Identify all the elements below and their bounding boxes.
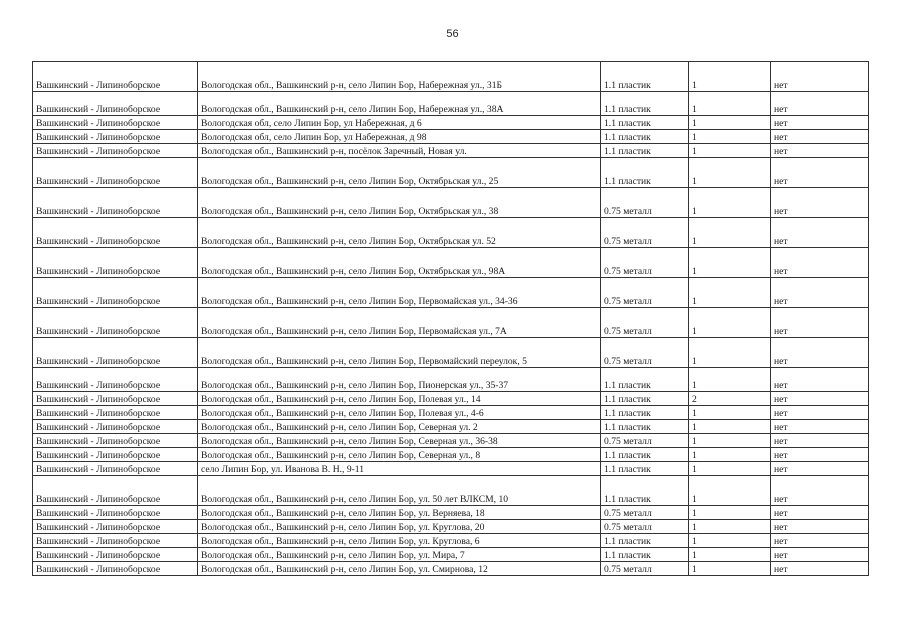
district-cell: Вашкинский - Липиноборское xyxy=(33,130,198,144)
district-cell: Вашкинский - Липиноборское xyxy=(33,278,198,308)
district-cell: Вашкинский - Липиноборское xyxy=(33,368,198,392)
table-row xyxy=(33,448,869,462)
volume-material-cell: 1.1 пластик xyxy=(601,62,689,92)
district-cell: Вашкинский - Липиноборское xyxy=(33,308,198,338)
table-row xyxy=(33,92,869,116)
volume-material-cell: 1.1 пластик xyxy=(601,448,689,462)
volume-material-cell: 1.1 пластик xyxy=(601,116,689,130)
district-cell: Вашкинский - Липиноборское xyxy=(33,506,198,520)
table-row xyxy=(33,144,869,158)
count-cell: 1 xyxy=(689,338,771,368)
district-cell: Вашкинский - Липиноборское xyxy=(33,406,198,420)
count-cell: 1 xyxy=(689,462,771,476)
count-cell: 1 xyxy=(689,534,771,548)
flag-cell: нет xyxy=(771,462,869,476)
address-cell: Вологодская обл., Вашкинский р-н, село Липин Бор, Октябрьская ул., 98А xyxy=(198,248,601,278)
address-cell: Вологодская обл., Вашкинский р-н, село Липин Бор, Пионерская ул., 35-37 xyxy=(198,368,601,392)
volume-material-cell: 0.75 металл xyxy=(601,562,689,576)
count-cell: 1 xyxy=(689,506,771,520)
volume-material-cell: 0.75 металл xyxy=(601,278,689,308)
flag-cell: нет xyxy=(771,158,869,188)
table-row xyxy=(33,520,869,534)
address-cell: Вологодская обл., Вашкинский р-н, село Липин Бор, Полевая ул., 14 xyxy=(198,392,601,406)
count-cell: 1 xyxy=(689,420,771,434)
volume-material-cell: 1.1 пластик xyxy=(601,548,689,562)
flag-cell: нет xyxy=(771,188,869,218)
table-row xyxy=(33,248,869,278)
count-cell: 1 xyxy=(689,406,771,420)
flag-cell: нет xyxy=(771,116,869,130)
flag-cell: нет xyxy=(771,308,869,338)
flag-cell: нет xyxy=(771,144,869,158)
table-row xyxy=(33,562,869,576)
table-body xyxy=(33,62,869,576)
volume-material-cell: 1.1 пластик xyxy=(601,534,689,548)
table-row xyxy=(33,462,869,476)
volume-material-cell: 1.1 пластик xyxy=(601,130,689,144)
container-sites-table xyxy=(32,61,869,576)
address-cell: Вологодская обл., Вашкинский р-н, посёлок Заречный, Новая ул. xyxy=(198,144,601,158)
flag-cell: нет xyxy=(771,562,869,576)
address-cell: Вологодская обл, село Липин Бор, ул Набережная, д 98 xyxy=(198,130,601,144)
count-cell: 1 xyxy=(689,278,771,308)
volume-material-cell: 1.1 пластик xyxy=(601,92,689,116)
table-row xyxy=(33,534,869,548)
table-row xyxy=(33,158,869,188)
volume-material-cell: 1.1 пластик xyxy=(601,420,689,434)
flag-cell: нет xyxy=(771,218,869,248)
district-cell: Вашкинский - Липиноборское xyxy=(33,448,198,462)
page-number: 56 xyxy=(446,28,459,40)
address-cell: Вологодская обл., Вашкинский р-н, село Липин Бор, ул. Смирнова, 12 xyxy=(198,562,601,576)
flag-cell: нет xyxy=(771,338,869,368)
address-cell: Вологодская обл., Вашкинский р-н, село Липин Бор, Северная ул., 8 xyxy=(198,448,601,462)
flag-cell: нет xyxy=(771,520,869,534)
flag-cell: нет xyxy=(771,534,869,548)
flag-cell: нет xyxy=(771,278,869,308)
address-cell: Вологодская обл., Вашкинский р-н, село Липин Бор, Первомайская ул., 34-36 xyxy=(198,278,601,308)
address-cell: Вологодская обл, село Липин Бор, ул Набережная, д 6 xyxy=(198,116,601,130)
volume-material-cell: 0.75 металл xyxy=(601,188,689,218)
flag-cell: нет xyxy=(771,62,869,92)
flag-cell: нет xyxy=(771,392,869,406)
table-row xyxy=(33,392,869,406)
table-row xyxy=(33,338,869,368)
count-cell: 1 xyxy=(689,218,771,248)
table-row xyxy=(33,476,869,506)
district-cell: Вашкинский - Липиноборское xyxy=(33,420,198,434)
district-cell: Вашкинский - Липиноборское xyxy=(33,62,198,92)
district-cell: Вашкинский - Липиноборское xyxy=(33,144,198,158)
district-cell: Вашкинский - Липиноборское xyxy=(33,248,198,278)
table-row xyxy=(33,188,869,218)
count-cell: 1 xyxy=(689,144,771,158)
address-cell: Вологодская обл., Вашкинский р-н, село Липин Бор, Набережная ул., 31Б xyxy=(198,62,601,92)
flag-cell: нет xyxy=(771,420,869,434)
district-cell: Вашкинский - Липиноборское xyxy=(33,562,198,576)
count-cell: 1 xyxy=(689,476,771,506)
address-cell: Вологодская обл., Вашкинский р-н, село Липин Бор, Северная ул., 36-38 xyxy=(198,434,601,448)
address-cell: Вологодская обл., Вашкинский р-н, село Липин Бор, Первомайский переулок, 5 xyxy=(198,338,601,368)
table-row xyxy=(33,434,869,448)
volume-material-cell: 1.1 пластик xyxy=(601,144,689,158)
flag-cell: нет xyxy=(771,406,869,420)
table-row xyxy=(33,62,869,92)
address-cell: Вологодская обл., Вашкинский р-н, село Липин Бор, ул. Круглова, 20 xyxy=(198,520,601,534)
flag-cell: нет xyxy=(771,506,869,520)
district-cell: Вашкинский - Липиноборское xyxy=(33,392,198,406)
flag-cell: нет xyxy=(771,368,869,392)
district-cell: Вашкинский - Липиноборское xyxy=(33,476,198,506)
flag-cell: нет xyxy=(771,448,869,462)
count-cell: 1 xyxy=(689,188,771,218)
district-cell: Вашкинский - Липиноборское xyxy=(33,548,198,562)
district-cell: Вашкинский - Липиноборское xyxy=(33,218,198,248)
address-cell: Вологодская обл., Вашкинский р-н, село Липин Бор, ул. 50 лет ВЛКСМ, 10 xyxy=(198,476,601,506)
volume-material-cell: 1.1 пластик xyxy=(601,368,689,392)
table-row xyxy=(33,116,869,130)
count-cell: 1 xyxy=(689,520,771,534)
volume-material-cell: 0.75 металл xyxy=(601,218,689,248)
district-cell: Вашкинский - Липиноборское xyxy=(33,520,198,534)
volume-material-cell: 1.1 пластик xyxy=(601,476,689,506)
count-cell: 1 xyxy=(689,248,771,278)
volume-material-cell: 0.75 металл xyxy=(601,338,689,368)
table-row xyxy=(33,278,869,308)
volume-material-cell: 1.1 пластик xyxy=(601,406,689,420)
flag-cell: нет xyxy=(771,248,869,278)
count-cell: 1 xyxy=(689,368,771,392)
table-row xyxy=(33,308,869,338)
table-row xyxy=(33,368,869,392)
district-cell: Вашкинский - Липиноборское xyxy=(33,188,198,218)
volume-material-cell: 0.75 металл xyxy=(601,520,689,534)
volume-material-cell: 0.75 металл xyxy=(601,506,689,520)
volume-material-cell: 1.1 пластик xyxy=(601,392,689,406)
table-row xyxy=(33,130,869,144)
table-row xyxy=(33,420,869,434)
district-cell: Вашкинский - Липиноборское xyxy=(33,92,198,116)
flag-cell: нет xyxy=(771,434,869,448)
table-row xyxy=(33,548,869,562)
district-cell: Вашкинский - Липиноборское xyxy=(33,158,198,188)
address-cell: Вологодская обл., Вашкинский р-н, село Липин Бор, Октябрьская ул., 38 xyxy=(198,188,601,218)
address-cell: Вологодская обл., Вашкинский р-н, село Липин Бор, ул. Верняева, 18 xyxy=(198,506,601,520)
district-cell: Вашкинский - Липиноборское xyxy=(33,534,198,548)
table-row xyxy=(33,506,869,520)
district-cell: Вашкинский - Липиноборское xyxy=(33,338,198,368)
count-cell: 1 xyxy=(689,130,771,144)
volume-material-cell: 1.1 пластик xyxy=(601,158,689,188)
count-cell: 1 xyxy=(689,434,771,448)
count-cell: 1 xyxy=(689,158,771,188)
district-cell: Вашкинский - Липиноборское xyxy=(33,116,198,130)
count-cell: 1 xyxy=(689,116,771,130)
count-cell: 1 xyxy=(689,62,771,92)
address-cell: Вологодская обл., Вашкинский р-н, село Липин Бор, Октябрьская ул., 25 xyxy=(198,158,601,188)
district-cell: Вашкинский - Липиноборское xyxy=(33,434,198,448)
district-cell: Вашкинский - Липиноборское xyxy=(33,462,198,476)
volume-material-cell: 0.75 металл xyxy=(601,434,689,448)
volume-material-cell: 0.75 металл xyxy=(601,248,689,278)
count-cell: 1 xyxy=(689,548,771,562)
address-cell: Вологодская обл., Вашкинский р-н, село Липин Бор, Полевая ул., 4-6 xyxy=(198,406,601,420)
table-row xyxy=(33,406,869,420)
count-cell: 2 xyxy=(689,392,771,406)
table-row xyxy=(33,218,869,248)
count-cell: 1 xyxy=(689,308,771,338)
address-cell: Вологодская обл., Вашкинский р-н, село Липин Бор, Первомайская ул., 7А xyxy=(198,308,601,338)
flag-cell: нет xyxy=(771,548,869,562)
flag-cell: нет xyxy=(771,476,869,506)
count-cell: 1 xyxy=(689,92,771,116)
address-cell: Вологодская обл., Вашкинский р-н, село Липин Бор, ул. Круглова, 6 xyxy=(198,534,601,548)
address-cell: Вологодская обл., Вашкинский р-н, село Липин Бор, Октябрьская ул. 52 xyxy=(198,218,601,248)
address-cell: Вологодская обл., Вашкинский р-н, село Липин Бор, Набережная ул., 38А xyxy=(198,92,601,116)
volume-material-cell: 0.75 металл xyxy=(601,308,689,338)
volume-material-cell: 1.1 пластик xyxy=(601,462,689,476)
flag-cell: нет xyxy=(771,92,869,116)
count-cell: 1 xyxy=(689,448,771,462)
count-cell: 1 xyxy=(689,562,771,576)
address-cell: Вологодская обл., Вашкинский р-н, село Липин Бор, ул. Мира, 7 xyxy=(198,548,601,562)
address-cell: село Липин Бор, ул. Иванова В. Н., 9-11 xyxy=(198,462,601,476)
flag-cell: нет xyxy=(771,130,869,144)
address-cell: Вологодская обл., Вашкинский р-н, село Липин Бор, Северная ул. 2 xyxy=(198,420,601,434)
